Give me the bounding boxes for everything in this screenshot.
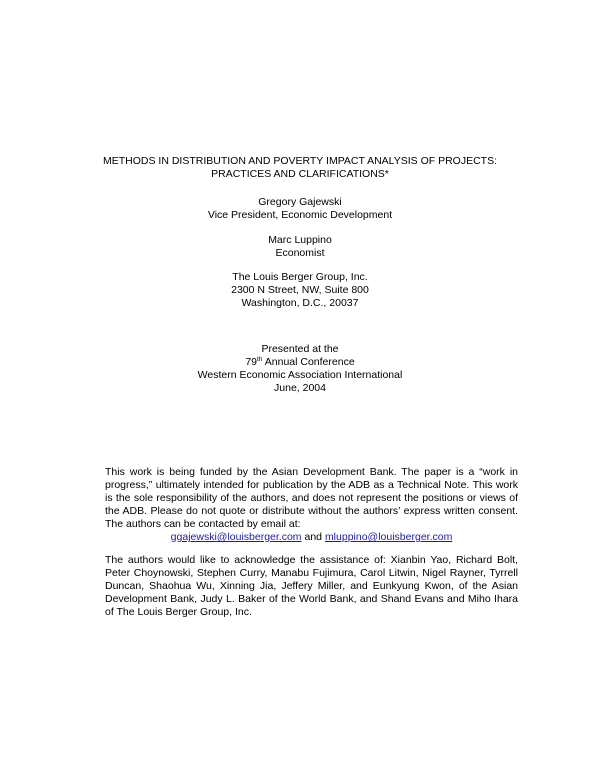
organization-address [60,271,540,310]
conference-ordinal-suffix: th [257,356,263,363]
email-link-gajewski[interactable]: ggajewski@louisberger.com [170,531,302,543]
acknowledgment-paragraph [105,554,518,619]
author-role: Vice President, Economic Development [207,209,393,221]
presented-at: Presented at the [261,343,339,355]
acknowledgment-text: The authors would like to acknowledge the assistance of: Xianbin Yao, Richard Bolt, Peter Choynowski, Stephen Curry, Manabu Fujimura, Carol Litwin, Nigel Rayner, Tyrrell Duncan, Shaohua Wu, Xinning Jia, Jeffery Miller, and Eunkyung Kwon, of the Asian Development Bank, Judy L. Baker of the World Bank, and Shand Evans and Miho Ihara of The Louis Berger Group, Inc. [105,554,518,618]
title-line-2: PRACTICES AND CLARIFICATIONS* [211,168,389,180]
author-block-1 [60,196,540,222]
conference-line [60,356,540,369]
association-name: Western Economic Association International [197,369,403,381]
paper-title [60,155,540,181]
title-line-1: METHODS IN DISTRIBUTION AND POVERTY IMPACT ANALYSIS OF PROJECTS: [102,155,497,167]
email-conjunction: and [304,531,323,543]
conference-name: Annual Conference [264,356,355,368]
funding-note-text: This work is being funded by the Asian Development Bank. The paper is a “work in progress,” ultimately intended for publication by the ADB as a Technical Note. This work is the sole responsibility of the authors, and does not represent the positions or views of the ADB. Please do not quote or distribute without the authors’ express written consent. The authors can be contacted by email at: [105,466,518,530]
organization-city: Washington, D.C., 20037 [241,297,359,309]
email-link-luppino[interactable]: mluppino@louisberger.com [324,531,453,543]
organization-name: The Louis Berger Group, Inc. [232,271,368,283]
author-name: Marc Luppino [268,234,332,246]
conference-ordinal: 79 [245,356,257,368]
presentation-info [60,343,540,395]
author-block-2 [60,234,540,260]
author-name: Gregory Gajewski [258,196,342,208]
presentation-date: June, 2004 [274,382,326,394]
contact-emails [105,531,518,544]
author-role: Economist [275,247,325,259]
organization-street: 2300 N Street, NW, Suite 800 [231,284,369,296]
funding-note [105,466,518,544]
